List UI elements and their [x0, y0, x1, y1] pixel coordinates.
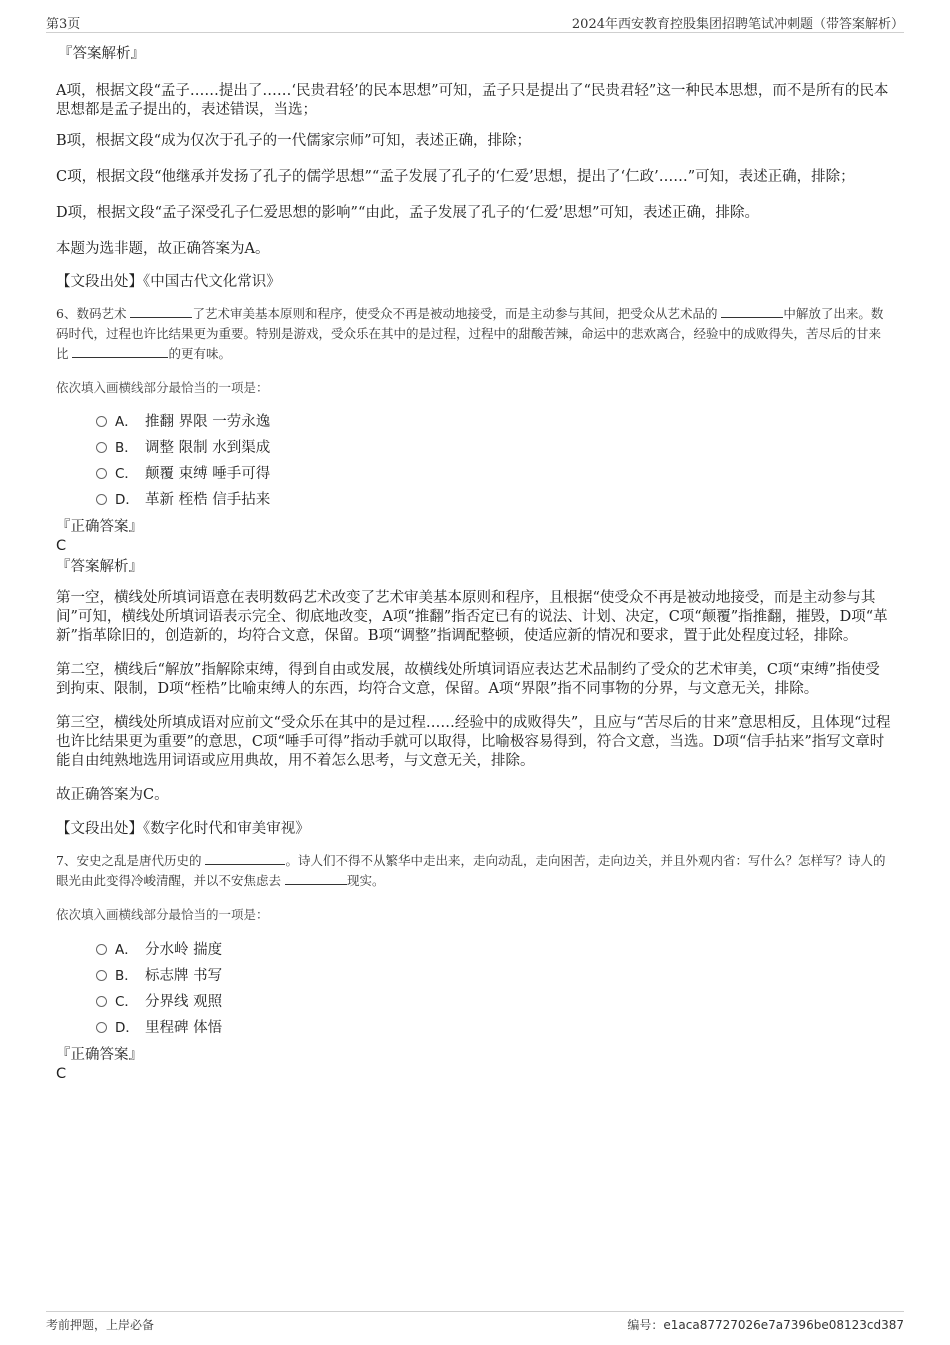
radio-button[interactable] — [96, 996, 107, 1007]
code-value: e1aca87727026e7a7396be08123cd387 — [663, 1318, 904, 1332]
analysis-para-a: A项，根据文段“孟子……提出了……‘民贵君轻’的民本思想”可知，孟子只是提出了“民贵君轻”这一种民本思想，而不是所有的民本思想都是孟子提出的，表述错误，当选； — [56, 83, 889, 118]
blank-1 — [130, 305, 192, 318]
question-6-prompt: 依次填入画横线部分最恰当的一项是： — [56, 380, 269, 395]
option-c[interactable]: C． 颠覆 束缚 唾手可得 — [96, 461, 892, 487]
option-d[interactable]: D． 里程碑 体悟 — [96, 1015, 892, 1041]
question-7-options — [96, 937, 892, 1041]
analysis-para-c: C项，根据文段“他继承并发扬了孔子的儒学思想”“孟子发展了孔子的‘仁爱’思想，提出了‘仁政’……”可知，表述正确，排除； — [56, 169, 855, 185]
question-6-text-1: 6、数码艺术 — [56, 306, 131, 321]
footer-slogan: 考前押题，上岸必备 — [46, 1318, 155, 1332]
question-6-text-4: 的更有味。 — [168, 346, 231, 361]
answer-conclusion: 故正确答案为C。 — [56, 787, 169, 803]
question-7-text-1: 7、安史之乱是唐代历史的 — [56, 853, 206, 868]
question-7-prompt: 依次填入画横线部分最恰当的一项是： — [56, 907, 269, 922]
blank-3 — [72, 345, 168, 358]
correct-answer: C — [56, 538, 67, 554]
page-header — [46, 10, 904, 33]
radio-button[interactable] — [96, 494, 107, 505]
question-6-text-2: 了艺术审美基本原则和程序，使受众不再是被动地接受，而是主动参与其间，把受众从艺术品的 — [192, 306, 722, 321]
question-6-options — [96, 409, 892, 513]
analysis-label: 『答案解析』 — [56, 559, 143, 575]
blank-2 — [721, 305, 783, 318]
correct-answer-label: 『正确答案』 — [56, 519, 143, 535]
radio-button[interactable] — [96, 442, 107, 453]
radio-button[interactable] — [96, 944, 107, 955]
analysis-blank-3: 第三空，横线处所填成语对应前文“受众乐在其中的是过程……经验中的成败得失”，且应与“苦尽后的甘来”意思相反，且体现“过程也许比结果更为重要”的意思，C项“唾手可得”指动手就可以取得，比喻极容易得到，符合文意，当选。D项“信手拈来”指写文章时能自由纯熟地选用词语或应用典故，用不着怎么思考，与文意无关，排除。 — [56, 715, 891, 769]
page-number: 第3页 — [46, 17, 81, 32]
analysis-para-b: B项，根据文段“成为仅次于孔子的一代儒家宗师”可知，表述正确，排除； — [56, 133, 531, 149]
question-7-text-3: 现实。 — [346, 873, 385, 888]
page-footer — [46, 1311, 904, 1336]
question-6-text-3: 中解放了出来。数码时代，过程也许比结果更为重要。特别是游戏，受众乐在其中的是过程，过程中的甜酸苦辣，命运中的悲欢离合，经验中的成败得失，苦尽后的甘来比 — [56, 306, 884, 361]
question-6-stem — [56, 304, 892, 364]
blank-2 — [285, 872, 347, 885]
passage-source: 【文段出处】《中国古代文化常识》 — [56, 274, 281, 290]
option-a[interactable]: A． 分水岭 揣度 — [96, 937, 892, 963]
document-code — [627, 1316, 904, 1333]
radio-button[interactable] — [96, 970, 107, 981]
analysis-blank-1: 第一空，横线处所填词语意在表明数码艺术改变了艺术审美基本原则和程序，且根据“使受众不再是被动地接受，而是主动参与其间”可知，横线处所填词语表示完全、彻底地改变，A项“推翻”指否定已有的说法、计划、决定，C项“颠覆”指推翻，摧毁，D项“革新”指革除旧的，创造新的，均符合文意，保留。B项“调整”指调配整顿，使适应新的情况和要求，置于此处程度过轻，排除。 — [56, 590, 888, 644]
answer-conclusion: 本题为选非题，故正确答案为A。 — [56, 241, 270, 257]
main-content — [56, 44, 892, 1083]
option-b[interactable]: B． 调整 限制 水到渠成 — [96, 435, 892, 461]
question-7-stem — [56, 851, 892, 891]
analysis-blank-2: 第二空，横线后“解放”指解除束缚，得到自由或发展，故横线处所填词语应表达艺术品制约了受众的艺术审美，C项“束缚”指使受到拘束、限制，D项“桎梏”比喻束缚人的东西，均符合文意，保留。A项“界限”指不同事物的分界，与文意无关，排除。 — [56, 662, 880, 697]
code-label: 编号： — [627, 1318, 664, 1332]
analysis-para-d: D项，根据文段“孟子深受孔子仁爱思想的影响”“由此，孟子发展了孔子的‘仁爱’思想”可知，表述正确，排除。 — [56, 205, 759, 221]
option-c[interactable]: C． 分界线 观照 — [96, 989, 892, 1015]
question-7-text-2: 。诗人们不得不从繁华中走出来，走向动乱，走向困苦，走向边关，并且外观内省：写什么？怎样写？诗人的眼光由此变得冷峻清醒，并以不安焦虑去 — [56, 853, 886, 888]
document-title: 2024年西安教育控股集团招聘笔试冲刺题（带答案解析） — [571, 17, 904, 32]
correct-answer: C — [56, 1066, 67, 1082]
option-d[interactable]: D． 革新 桎梏 信手拈来 — [96, 487, 892, 513]
analysis-label: 『答案解析』 — [58, 46, 145, 62]
blank-1 — [205, 852, 285, 865]
option-b[interactable]: B． 标志牌 书写 — [96, 963, 892, 989]
correct-answer-label: 『正确答案』 — [56, 1047, 143, 1063]
radio-button[interactable] — [96, 416, 107, 427]
option-a[interactable]: A． 推翻 界限 一劳永逸 — [96, 409, 892, 435]
radio-button[interactable] — [96, 1022, 107, 1033]
passage-source: 【文段出处】《数字化时代和审美审视》 — [56, 821, 310, 837]
radio-button[interactable] — [96, 468, 107, 479]
